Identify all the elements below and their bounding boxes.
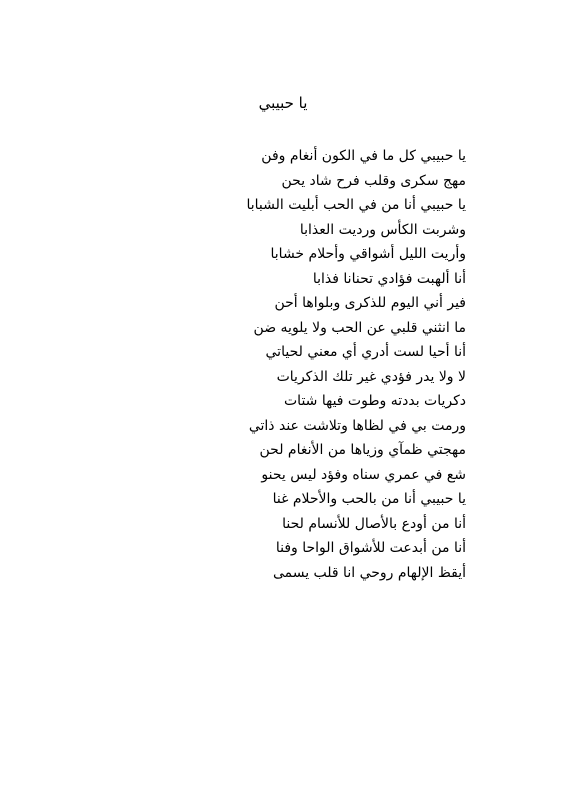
poem-body bbox=[166, 144, 466, 585]
poem-line: أيقظ الإلهام روحي انا قلب يسمى bbox=[272, 564, 466, 581]
poem-line: مهجتي ظمآي وزياها من الأنغام لحن bbox=[259, 442, 466, 458]
poem-line: مهج سكرى وقلب فرح شاد يحن bbox=[281, 172, 466, 189]
poem-line: شع في عمري سناه وفؤد ليس يحنو bbox=[261, 466, 466, 483]
poem-line: وأريت الليل أشواقي وأحلام خشابا bbox=[270, 246, 466, 262]
poem-title: يا حبيبي bbox=[258, 94, 308, 112]
poem-line: ورمت بي في لظاها وتلاشت عند ذاتي bbox=[248, 417, 466, 434]
poem-line: دكريات بددته وطوت فيها شتات bbox=[284, 393, 466, 409]
poem-line: لا ولا يدر فؤدي غير تلك الذكريات bbox=[276, 368, 466, 385]
poem-line: أنا ألهبت فؤادي تحنانا فذابا bbox=[312, 270, 466, 287]
poem-line: فير أني اليوم للذكرى وبلواها أحن bbox=[274, 295, 466, 311]
poem-line: يا حبيبي أنا من في الحب أبليت الشبابا bbox=[246, 197, 466, 213]
poem-line: أنا من أبدعت للأشواق الواحا وفنا bbox=[275, 540, 466, 556]
poem-line: أنا من أودع بالأصال للأنسام لحنا bbox=[282, 515, 466, 532]
poem-line: أنا أحيا لست أدري أي معني لحياتي bbox=[265, 344, 466, 360]
poem-line: يا حبيبي كل ما في الكون أنغام وفن bbox=[261, 148, 466, 164]
poem-line: ما انثني قلبي عن الحب ولا يلويه ضن bbox=[253, 319, 466, 336]
poem-line: يا حبيبي أنا من بالحب والأحلام غنا bbox=[272, 491, 466, 507]
poem-line: وشربت الكأس ورديت العذابا bbox=[299, 221, 466, 238]
